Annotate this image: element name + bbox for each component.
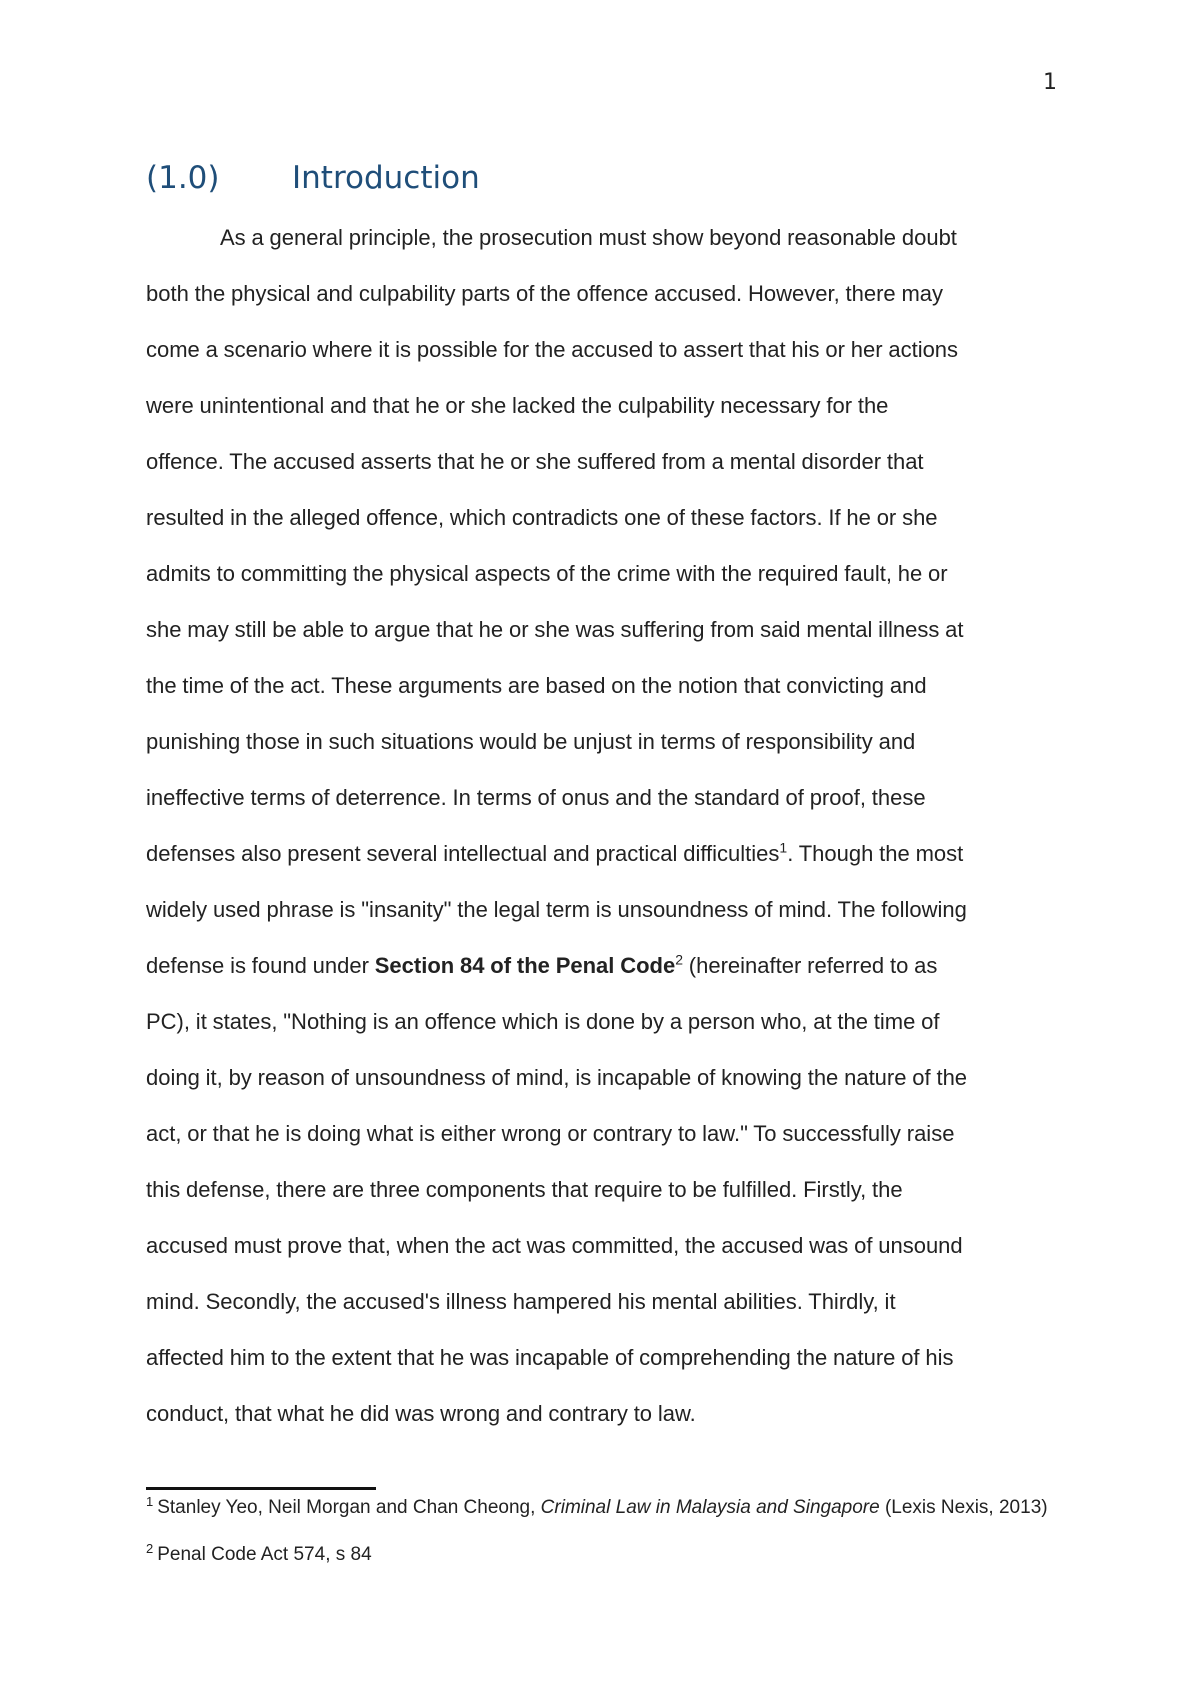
statute-citation: Section 84 of the Penal Code bbox=[374, 953, 676, 978]
paragraph-line: ineffective terms of deterrence. In terms of onus and the standard of proof, these bbox=[146, 785, 926, 810]
section-heading bbox=[146, 160, 480, 196]
paragraph-line bbox=[146, 826, 1066, 882]
paragraph-line: come a scenario where it is possible for the accused to assert that his or her actions bbox=[146, 337, 959, 362]
footnote-1 bbox=[146, 1493, 1048, 1519]
line-text: . Though the most bbox=[787, 841, 964, 866]
paragraph-line: offence. The accused asserts that he or she suffered from a mental disorder that bbox=[146, 449, 924, 474]
line-text: defenses also present several intellectual and practical difficulties bbox=[146, 841, 780, 866]
footnote-book-title: Criminal Law in Malaysia and Singapore bbox=[540, 1497, 880, 1518]
body-paragraph bbox=[146, 210, 1066, 1442]
footnote-mark: 1 bbox=[146, 1493, 154, 1509]
paragraph-line: were unintentional and that he or she lacked the culpability necessary for the bbox=[146, 393, 889, 418]
section-title: Introduction bbox=[292, 160, 480, 196]
paragraph-line: As a general principle, the prosecution must show beyond reasonable doubt bbox=[220, 225, 957, 250]
footnote-reference-2[interactable]: 2 bbox=[675, 951, 683, 968]
paragraph-line: she may still be able to argue that he or she was suffering from said mental illness at bbox=[146, 617, 964, 642]
paragraph-line: conduct, that what he did was wrong and contrary to law. bbox=[146, 1401, 696, 1426]
footnote-separator bbox=[146, 1487, 376, 1490]
paragraph-line: PC), it states, "Nothing is an offence which is done by a person who, at the time of bbox=[146, 1009, 940, 1034]
paragraph-line: affected him to the extent that he was incapable of comprehending the nature of his bbox=[146, 1345, 954, 1370]
footnote-mark: 2 bbox=[146, 1540, 154, 1556]
paragraph-line: both the physical and culpability parts of the offence accused. However, there may bbox=[146, 281, 944, 306]
paragraph-line: punishing those in such situations would be unjust in terms of responsibility and bbox=[146, 729, 916, 754]
footnote-text: Penal Code Act 574, s 84 bbox=[157, 1544, 372, 1565]
footnote-text: (Lexis Nexis, 2013) bbox=[879, 1497, 1048, 1518]
paragraph-line: act, or that he is doing what is either wrong or contrary to law." To successfully raise bbox=[146, 1121, 955, 1146]
paragraph-line: this defense, there are three components that require to be fulfilled. Firstly, the bbox=[146, 1177, 903, 1202]
line-text: (hereinafter referred to as bbox=[683, 953, 938, 978]
section-number: (1.0) bbox=[146, 160, 220, 196]
paragraph-line: resulted in the alleged offence, which contradicts one of these factors. If he or she bbox=[146, 505, 938, 530]
paragraph-line: accused must prove that, when the act was committed, the accused was of unsound bbox=[146, 1233, 963, 1258]
footnote-text: Stanley Yeo, Neil Morgan and Chan Cheong, bbox=[157, 1497, 541, 1518]
paragraph-line bbox=[146, 938, 1066, 994]
page-number: 1 bbox=[1043, 70, 1057, 95]
footnote-reference-1[interactable]: 1 bbox=[779, 839, 788, 856]
line-text: defense is found under bbox=[146, 953, 375, 978]
footnote-2 bbox=[146, 1540, 372, 1566]
paragraph-line: widely used phrase is "insanity" the legal term is unsoundness of mind. The following bbox=[146, 897, 967, 922]
paragraph-line: the time of the act. These arguments are based on the notion that convicting and bbox=[146, 673, 927, 698]
paragraph-line: mind. Secondly, the accused's illness hampered his mental abilities. Thirdly, it bbox=[146, 1289, 896, 1314]
paragraph-line: admits to committing the physical aspects of the crime with the required fault, he or bbox=[146, 561, 948, 586]
paragraph-line: doing it, by reason of unsoundness of mind, is incapable of knowing the nature of the bbox=[146, 1065, 968, 1090]
